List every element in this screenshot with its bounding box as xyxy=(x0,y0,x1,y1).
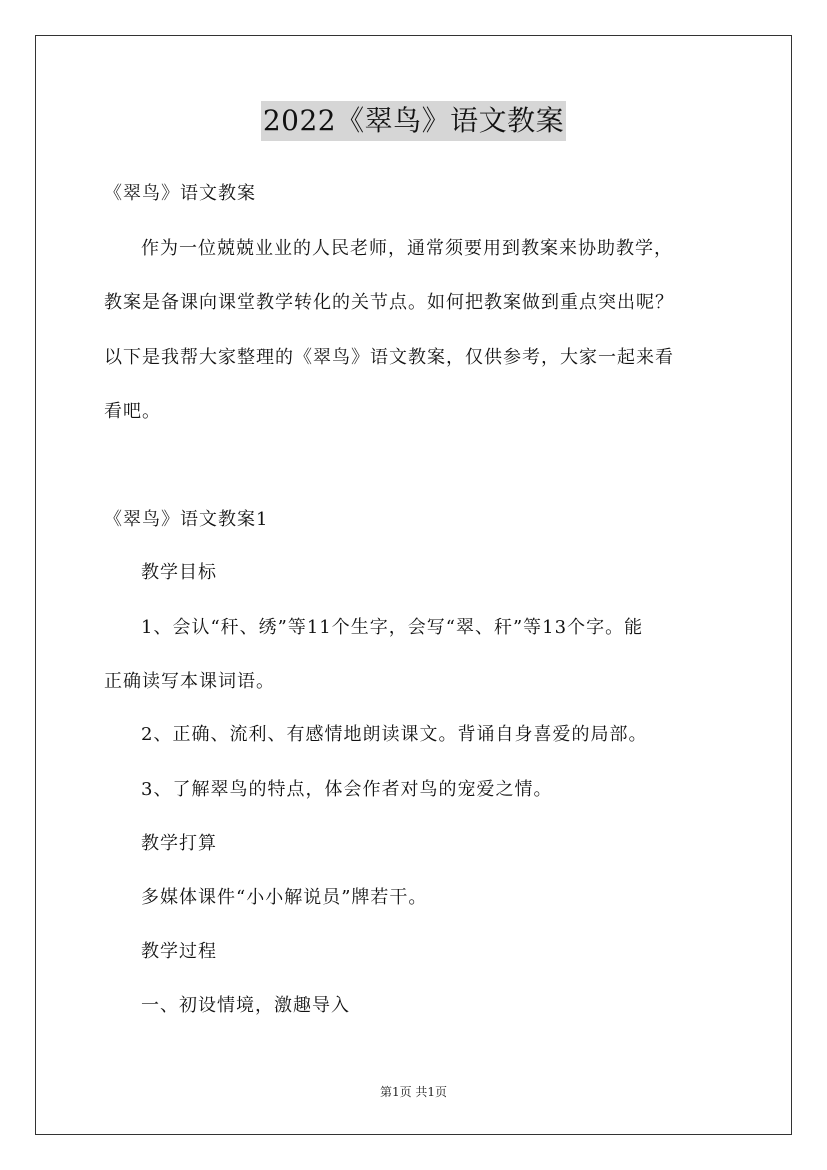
process-heading: 教学过程 xyxy=(141,941,217,962)
intro-paragraph-line-4: 看吧。 xyxy=(104,401,161,422)
process-step-1: 一、初设情境，激趣导入 xyxy=(141,995,350,1016)
document-title xyxy=(0,100,827,141)
page-footer xyxy=(0,1084,827,1100)
goal-1-line-1: 1、会认“秆、绣”等11个生字，会写“翠、秆”等13个字。能 xyxy=(141,617,644,638)
page-number-label: 第1页 共1页 xyxy=(379,1085,448,1099)
intro-paragraph-line-3: 以下是我帮大家整理的《翠鸟》语文教案，仅供参考，大家一起来看 xyxy=(104,347,674,368)
goal-3: 3、了解翠鸟的特点，体会作者对鸟的宠爱之情。 xyxy=(141,779,553,800)
intro-paragraph-line-1: 作为一位兢兢业业的人民老师，通常须要用到教案来协助教学， xyxy=(141,238,673,259)
document-subtitle: 《翠鸟》语文教案 xyxy=(104,183,256,204)
section-heading: 《翠鸟》语文教案1 xyxy=(104,509,269,530)
goal-1-line-2: 正确读写本课词语。 xyxy=(104,671,275,692)
goal-2: 2、正确、流利、有感情地朗读课文。背诵自身喜爱的局部。 xyxy=(141,724,648,745)
prep-heading: 教学打算 xyxy=(141,833,217,854)
goals-heading: 教学目标 xyxy=(141,562,217,583)
document-title-text: 2022《翠鸟》语文教案 xyxy=(261,101,566,141)
prep-text: 多媒体课件“小小解说员”牌若干。 xyxy=(141,887,428,908)
intro-paragraph-line-2: 教案是备课向课堂教学转化的关节点。如何把教案做到重点突出呢？ xyxy=(104,292,674,313)
